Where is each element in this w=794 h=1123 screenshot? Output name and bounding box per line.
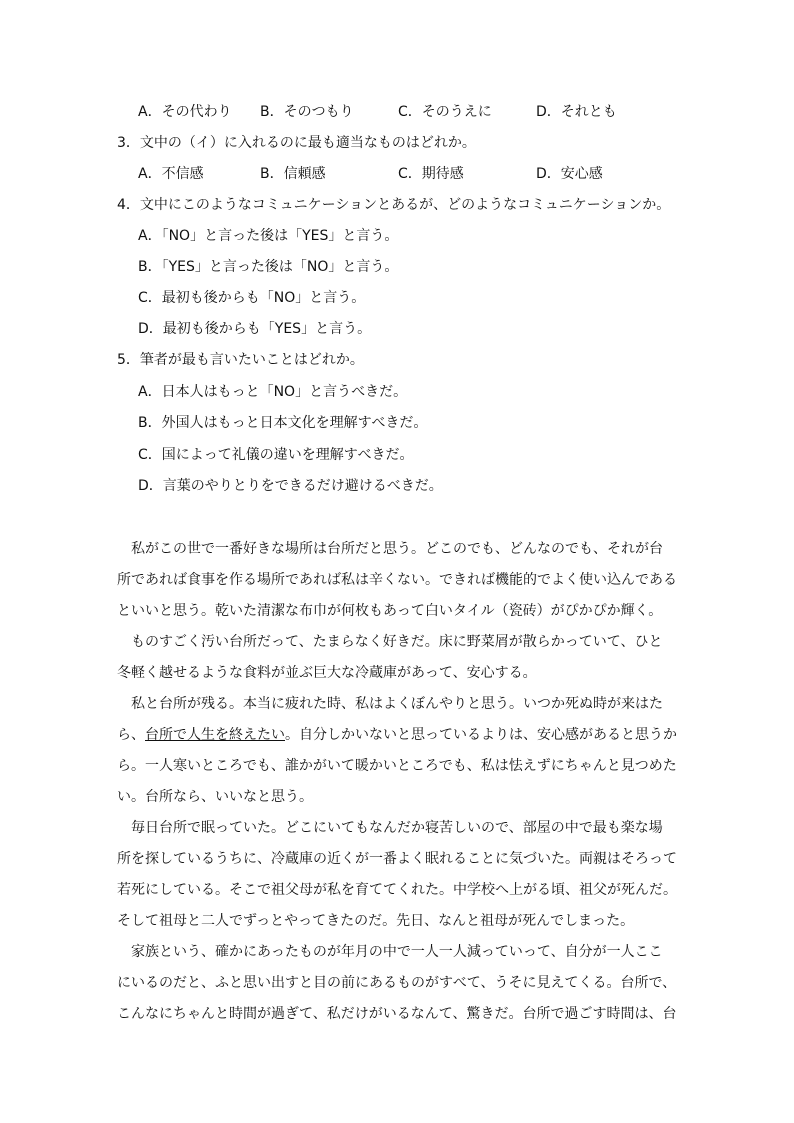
q2-option-a[interactable]: A．その代わり	[138, 104, 232, 120]
q5-stem: 5．筆者が最も言いたいことはどれか。	[117, 352, 364, 368]
q2-option-c[interactable]: C．そのうえに	[398, 104, 492, 120]
underlined-phrase: 台所で人生を終えたい	[145, 727, 285, 743]
passage-line: 冬軽く越せるような食料が並ぶ巨大な冷蔵庫があって、安心する。	[117, 665, 537, 681]
passage-line: 毎日台所で眠っていた。どこにいてもなんだか寝苦しいので、部屋の中で最も楽な場	[117, 820, 663, 836]
q2-option-d[interactable]: D．それとも	[536, 104, 617, 120]
passage-line: ものすごく汚い台所だって、たまらなく好きだ。床に野菜屑が散らかっていて、ひと	[117, 634, 663, 650]
q3-option-d[interactable]: D．安心感	[536, 166, 603, 182]
q4-option-b[interactable]: B．「YES」と言った後は「NO」と言う。	[138, 259, 399, 275]
passage-line: い。台所なら、いいなと思う。	[117, 789, 313, 805]
passage-text: ら、	[117, 727, 145, 743]
passage-line: こんなにちゃんと時間が過ぎて、私だけがいるなんて、驚きだ。台所で過ごす時間は、台	[117, 1006, 677, 1022]
passage-line: 私がこの世で一番好きな場所は台所だと思う。どこのでも、どんなのでも、それが台	[117, 541, 663, 557]
passage-line	[117, 726, 677, 744]
passage-line: ら。一人寒いところでも、誰かがいて暖かいところでも、私は怯えずにちゃんと見つめた	[117, 758, 677, 774]
q3-option-b[interactable]: B．信頼感	[260, 166, 326, 182]
passage-line: 家族という、確かにあったものが年月の中で一人一人減っていって、自分が一人ここ	[117, 944, 663, 960]
passage-text: 。自分しかいないと思っているよりは、安心感があると思うか	[285, 727, 677, 743]
q4-option-a[interactable]: A．「NO」と言った後は「YES」と言う。	[138, 228, 399, 244]
q4-stem: 4．文中にこのようなコミュニケーションとあるが、どのようなコミュニケーションか。	[117, 197, 671, 213]
q2-option-b[interactable]: B．そのつもり	[260, 104, 354, 120]
passage-line: 私と台所が残る。本当に疲れた時、私はよくぼんやりと思う。いつか死ぬ時が来はた	[117, 696, 663, 712]
q4-option-c[interactable]: C．最初も後からも「NO」と言う。	[138, 290, 366, 306]
q3-option-a[interactable]: A．不信感	[138, 166, 204, 182]
q3-stem: 3．文中の（イ）に入れるのに最も適当なものはどれか。	[117, 135, 476, 151]
q3-option-c[interactable]: C．期待感	[398, 166, 464, 182]
passage-line: そして祖母と二人でずっとやってきたのだ。先日、なんと祖母が死んでしまった。	[117, 913, 635, 929]
q5-option-b[interactable]: B．外国人はもっと日本文化を理解すべきだ。	[138, 415, 428, 431]
q5-option-d[interactable]: D．言葉のやりとりをできるだけ避けるべきだ。	[138, 478, 443, 494]
passage-line: 所を探しているうちに、冷蔵庫の近くが一番よく眠れることに気づいた。両親はそろって	[117, 851, 677, 867]
passage-line: にいるのだと、ふと思い出すと目の前にあるものがすべて、うそに見えてくる。台所で、	[117, 975, 677, 991]
passage-line: 若死にしている。そこで祖父母が私を育ててくれた。中学校へ上がる頃、祖父が死んだ。	[117, 882, 677, 898]
q4-option-d[interactable]: D．最初も後からも「YES」と言う。	[138, 321, 372, 337]
q5-option-c[interactable]: C．国によって礼儀の違いを理解すべきだ。	[138, 447, 414, 463]
passage-line: といいと思う。乾いた清潔な布巾が何枚もあって白いタイル（瓷砖）がぴかぴか輝く。	[117, 603, 663, 619]
q5-option-a[interactable]: A．日本人はもっと「NO」と言うべきだ。	[138, 384, 408, 400]
passage-line: 所であれば食事を作る場所であれば私は辛くない。できれば機能的でよく使い込んである	[117, 572, 677, 588]
